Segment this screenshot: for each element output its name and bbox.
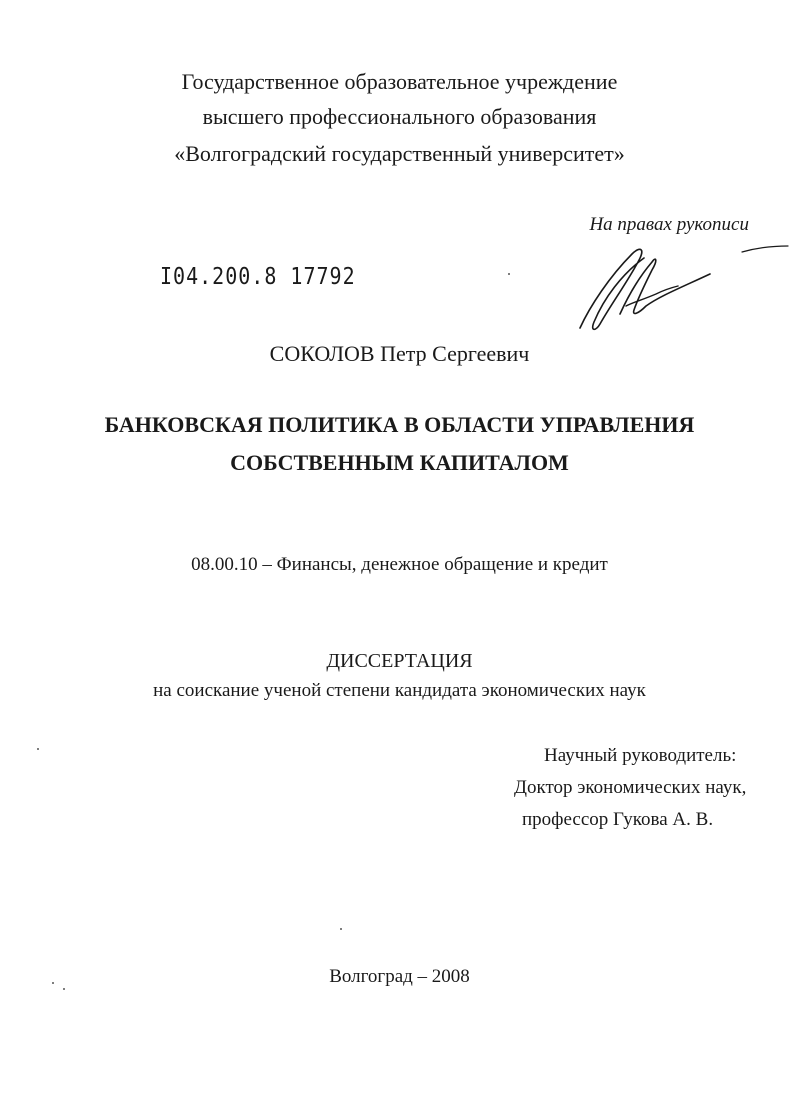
author-name: СОКОЛОВ Петр Сергеевич <box>269 341 530 366</box>
scan-speck <box>508 273 510 275</box>
institution-line-2: высшего профессионального образования <box>202 104 597 129</box>
supervisor-name: профессор Гукова А. В. <box>522 809 714 830</box>
manuscript-note: На правах рукописи <box>589 214 749 235</box>
city-year: Волгоград – 2008 <box>329 966 470 987</box>
scan-speck <box>340 928 342 930</box>
handwritten-signature <box>560 236 799 336</box>
scan-speck <box>63 988 65 990</box>
scan-speck <box>37 748 39 750</box>
specialty-code: 08.00.10 – Финансы, денежное обращение и кредит <box>191 554 608 575</box>
scan-speck <box>52 982 54 984</box>
document-type: ДИССЕРТАЦИЯ <box>326 650 473 672</box>
institution-line-3: «Волгоградский государственный университет» <box>174 141 625 166</box>
degree-description: на соискание ученой степени кандидата экономических наук <box>153 680 646 701</box>
registry-code: I04.200.8 17792 <box>160 262 356 290</box>
dissertation-title-line-1: БАНКОВСКАЯ ПОЛИТИКА В ОБЛАСТИ УПРАВЛЕНИЯ <box>104 412 695 437</box>
supervisor-label: Научный руководитель: <box>544 745 737 766</box>
institution-line-1: Государственное образовательное учреждение <box>181 69 618 94</box>
dissertation-title-line-2: СОБСТВЕННЫМ КАПИТАЛОМ <box>230 450 569 475</box>
supervisor-rank: Доктор экономических наук, <box>514 777 747 798</box>
